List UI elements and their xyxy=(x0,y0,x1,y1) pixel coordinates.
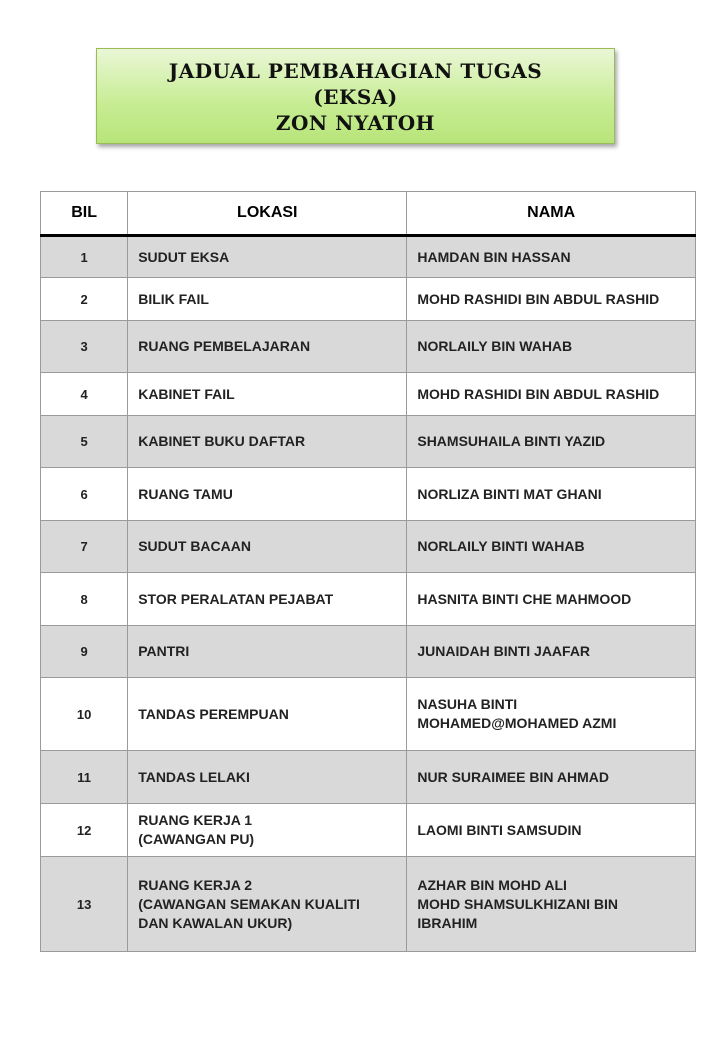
lokasi-text: BILIK FAIL xyxy=(138,290,209,307)
nama-text: AZHAR BIN MOHD ALI xyxy=(417,876,567,893)
nama-text: NASUHA BINTI xyxy=(417,696,518,712)
cell-bil: 3 xyxy=(41,321,128,373)
cell-bil: 7 xyxy=(41,521,128,573)
lokasi-text: (CAWANGAN PU) xyxy=(138,831,255,847)
nama-text: JUNAIDAH BINTI JAAFAR xyxy=(417,643,591,659)
table-row xyxy=(41,278,696,321)
title-banner xyxy=(96,48,615,144)
cell-lokasi xyxy=(128,236,407,278)
cell-nama xyxy=(407,468,696,521)
table-row xyxy=(41,857,696,952)
cell-lokasi xyxy=(128,521,407,573)
cell-lokasi xyxy=(128,804,407,857)
cell-nama xyxy=(407,751,696,804)
cell-lokasi xyxy=(128,626,407,678)
lokasi-text: PANTRI xyxy=(138,643,190,659)
cell-bil: 9 xyxy=(41,626,128,678)
cell-bil: 4 xyxy=(41,373,128,416)
cell-nama xyxy=(407,857,696,952)
table-row xyxy=(41,373,696,416)
lokasi-text: STOR PERALATAN PEJABAT xyxy=(138,590,334,607)
lokasi-text: TANDAS LELAKI xyxy=(138,768,250,785)
cell-nama xyxy=(407,521,696,573)
cell-lokasi xyxy=(128,373,407,416)
cell-lokasi xyxy=(128,678,407,751)
cell-bil: 8 xyxy=(41,573,128,626)
cell-nama xyxy=(407,236,696,278)
header-bil: BIL xyxy=(41,192,128,236)
table-row xyxy=(41,751,696,804)
nama-text: IBRAHIM xyxy=(417,914,478,931)
table-row xyxy=(41,804,696,857)
cell-lokasi xyxy=(128,468,407,521)
cell-bil: 6 xyxy=(41,468,128,521)
nama-text: LAOMI BINTI SAMSUDIN xyxy=(417,821,582,838)
cell-bil: 5 xyxy=(41,416,128,468)
title-line-3: ZON NYATOH xyxy=(275,111,436,135)
cell-lokasi xyxy=(128,573,407,626)
cell-lokasi xyxy=(128,857,407,952)
cell-nama xyxy=(407,416,696,468)
cell-nama xyxy=(407,321,696,373)
cell-bil: 11 xyxy=(41,751,128,804)
cell-bil: 10 xyxy=(41,678,128,751)
title-line-1: JADUAL PEMBAHAGIAN TUGAS xyxy=(168,59,543,83)
nama-text: HASNITA BINTI CHE MAHMOOD xyxy=(417,590,632,607)
table-row xyxy=(41,236,696,278)
cell-lokasi xyxy=(128,321,407,373)
cell-bil: 12 xyxy=(41,804,128,857)
cell-nama xyxy=(407,626,696,678)
nama-text: SHAMSUHAILA BINTI YAZID xyxy=(417,433,606,449)
table-row xyxy=(41,321,696,373)
lokasi-text: KABINET BUKU DAFTAR xyxy=(138,433,306,449)
table-body xyxy=(41,236,696,952)
cell-bil: 1 xyxy=(41,236,128,278)
lokasi-text: RUANG KERJA 2 xyxy=(138,876,253,893)
lokasi-text: KABINET FAIL xyxy=(138,385,235,402)
nama-text: NORLIZA BINTI MAT GHANI xyxy=(417,485,602,502)
cell-nama xyxy=(407,573,696,626)
table-row xyxy=(41,626,696,678)
lokasi-text: RUANG TAMU xyxy=(138,485,233,502)
table-row xyxy=(41,416,696,468)
nama-text: MOHD RASHIDI BIN ABDUL RASHID xyxy=(417,290,660,307)
table-row xyxy=(41,678,696,751)
cell-bil: 13 xyxy=(41,857,128,952)
cell-nama xyxy=(407,373,696,416)
nama-text: NORLAILY BIN WAHAB xyxy=(417,338,573,354)
table-row xyxy=(41,468,696,521)
cell-nama xyxy=(407,678,696,751)
table-header-row xyxy=(41,192,696,236)
nama-text: HAMDAN BIN HASSAN xyxy=(417,248,571,265)
table-row xyxy=(41,521,696,573)
cell-bil: 2 xyxy=(41,278,128,321)
cell-nama xyxy=(407,278,696,321)
lokasi-text: SUDUT BACAAN xyxy=(138,538,251,554)
lokasi-text: TANDAS PEREMPUAN xyxy=(138,705,289,722)
lokasi-text: SUDUT EKSA xyxy=(138,248,230,265)
header-nama: NAMA xyxy=(407,192,696,236)
cell-lokasi xyxy=(128,416,407,468)
cell-lokasi xyxy=(128,751,407,804)
lokasi-text: DAN KAWALAN UKUR) xyxy=(138,914,293,931)
nama-text: NUR SURAIMEE BIN AHMAD xyxy=(417,768,609,785)
lokasi-text: RUANG PEMBELAJARAN xyxy=(138,338,311,354)
cell-lokasi xyxy=(128,278,407,321)
header-lokasi: LOKASI xyxy=(128,192,407,236)
nama-text: MOHAMED@MOHAMED AZMI xyxy=(417,715,617,731)
duty-table xyxy=(40,191,696,952)
nama-text: NORLAILY BINTI WAHAB xyxy=(417,538,585,554)
title-line-2: (EKSA) xyxy=(313,85,398,109)
lokasi-text: (CAWANGAN SEMAKAN KUALITI xyxy=(138,895,360,912)
nama-text: MOHD SHAMSULKHIZANI BIN xyxy=(417,895,619,912)
cell-nama xyxy=(407,804,696,857)
nama-text: MOHD RASHIDI BIN ABDUL RASHID xyxy=(417,385,660,402)
table-row xyxy=(41,573,696,626)
lokasi-text: RUANG KERJA 1 xyxy=(138,812,253,828)
